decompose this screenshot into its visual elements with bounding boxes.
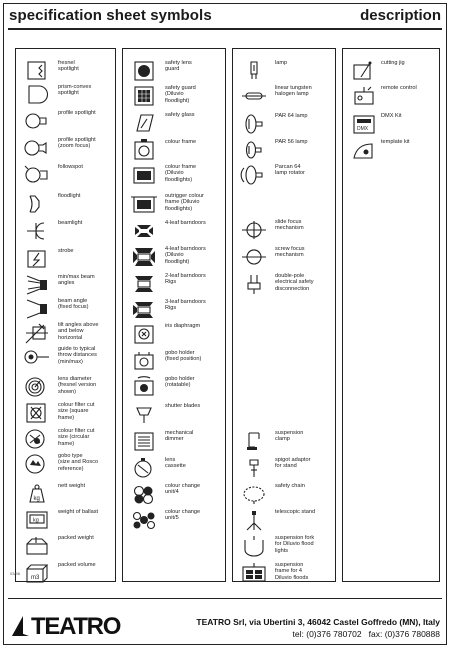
symbol-label: nett weight bbox=[58, 483, 86, 489]
symbol-item bbox=[343, 112, 439, 136]
symbol-item bbox=[233, 163, 335, 187]
symbol-label: colour frame bbox=[165, 139, 197, 145]
symbol-label: profile spotlight (zoom focus) bbox=[58, 137, 96, 150]
logo-mark-icon bbox=[11, 614, 31, 638]
svg-text:DMX: DMX bbox=[357, 126, 369, 132]
symbol-label: 3-leaf barndoors Rigs bbox=[165, 299, 206, 312]
symbol-item bbox=[123, 482, 225, 506]
safety-disconnection-icon bbox=[239, 272, 269, 296]
lens-diameter-icon bbox=[22, 375, 52, 399]
symbol-item bbox=[233, 508, 335, 532]
symbol-label: guide to typical throw distances (min/max) bbox=[58, 346, 97, 365]
symbol-item bbox=[123, 508, 225, 532]
symbol-label: 4-leaf barndoors bbox=[165, 220, 206, 226]
symbol-item bbox=[16, 482, 115, 506]
floodlight-icon bbox=[22, 192, 52, 216]
throw-distance-icon bbox=[22, 345, 52, 369]
symbol-label: safety chain bbox=[275, 483, 305, 489]
header-description: description bbox=[360, 7, 441, 24]
lamp-icon bbox=[239, 59, 269, 83]
fresnel-spotlight-icon bbox=[22, 59, 52, 83]
symbol-label: colour filter cut size (circular frame) bbox=[58, 428, 95, 447]
symbol-label: cutting jig bbox=[381, 60, 405, 66]
symbol-label: followspot bbox=[58, 164, 83, 170]
teatro-logo bbox=[11, 614, 121, 638]
symbol-label: shutter blades bbox=[165, 403, 201, 409]
symbol-item bbox=[123, 59, 225, 83]
symbol-item bbox=[233, 245, 335, 269]
gobo-type-icon bbox=[22, 452, 52, 476]
4-leaf-barndoors-icon bbox=[129, 219, 159, 243]
par-64-lamp-icon bbox=[239, 112, 269, 136]
iris-diaphragm-icon bbox=[129, 322, 159, 346]
symbol-item bbox=[233, 534, 335, 558]
company-address: TEATRO Srl, via Ubertini 3, 46042 Castel Goffredo (MN), Italy bbox=[196, 617, 440, 627]
symbol-label: tilt angles above and below horizontal bbox=[58, 322, 99, 341]
packed-volume-icon bbox=[22, 561, 52, 585]
symbol-item bbox=[233, 84, 335, 108]
symbol-label: suspension clamp bbox=[275, 430, 304, 443]
symbol-label: DMX Kit bbox=[381, 113, 402, 119]
symbol-item bbox=[16, 83, 115, 107]
tilt-angles-icon bbox=[22, 321, 52, 345]
symbol-item bbox=[123, 163, 225, 187]
symbol-label: telescopic stand bbox=[275, 509, 316, 515]
symbol-item bbox=[16, 163, 115, 187]
symbol-label: spigot adaptor for stand bbox=[275, 457, 311, 470]
symbol-item bbox=[123, 402, 225, 426]
gobo-holder-rotatable-icon bbox=[129, 375, 159, 399]
cutting-jig-icon bbox=[349, 59, 379, 83]
symbol-item bbox=[233, 456, 335, 480]
symbol-item bbox=[123, 192, 225, 216]
colour-frame-icon bbox=[129, 138, 159, 162]
symbol-item bbox=[16, 561, 115, 585]
header-rule bbox=[8, 28, 442, 30]
symbol-column-4 bbox=[342, 48, 440, 582]
symbol-item bbox=[123, 298, 225, 322]
symbol-item bbox=[123, 349, 225, 373]
symbol-label: template kit bbox=[381, 139, 410, 145]
symbol-label: beam angle (fixed focus) bbox=[58, 298, 89, 311]
symbol-label: suspension fork for Diluvio flood lights bbox=[275, 535, 315, 554]
symbol-item bbox=[16, 427, 115, 451]
symbol-item bbox=[16, 345, 115, 369]
symbol-item bbox=[343, 59, 439, 83]
symbol-label: gobo type (size and Rosco reference) bbox=[58, 453, 99, 472]
symbol-item bbox=[233, 59, 335, 83]
symbol-label: prism-convex spotlight bbox=[58, 84, 92, 97]
dmx-kit-icon bbox=[349, 112, 379, 136]
profile-zoom-spotlight-icon bbox=[22, 136, 52, 160]
symbol-label: floodlight bbox=[58, 193, 81, 199]
symbol-label: mechanical dimmer bbox=[165, 430, 194, 443]
symbol-label: fresnel spotlight bbox=[58, 60, 79, 73]
suspension-clamp-icon bbox=[239, 429, 269, 453]
symbol-label: double-pole electrical safety disconnection bbox=[275, 273, 314, 292]
symbol-column-3 bbox=[232, 48, 336, 582]
symbol-label: gobo holder (rotatable) bbox=[165, 376, 195, 389]
nett-weight-icon bbox=[22, 482, 52, 506]
symbol-label: screw focus mechanism bbox=[275, 246, 305, 259]
symbol-item bbox=[16, 219, 115, 243]
lens-cassette-icon bbox=[129, 456, 159, 480]
symbol-item bbox=[343, 84, 439, 108]
safety-guard-diluvio-icon bbox=[129, 84, 159, 108]
svg-text:kg: kg bbox=[33, 496, 40, 502]
mechanical-dimmer-icon bbox=[129, 429, 159, 453]
followspot-icon bbox=[22, 163, 52, 187]
symbol-item bbox=[233, 112, 335, 136]
symbol-item bbox=[123, 111, 225, 135]
symbol-item bbox=[16, 297, 115, 321]
company-contacts: tel: (0)376 780702 fax: (0)376 780888 bbox=[292, 629, 440, 639]
symbol-item bbox=[16, 508, 115, 532]
symbol-item bbox=[16, 192, 115, 216]
symbol-item bbox=[16, 375, 115, 399]
symbol-item bbox=[123, 245, 225, 269]
symbol-item bbox=[123, 84, 225, 108]
symbol-label: remote control bbox=[381, 85, 417, 91]
symbol-label: 2-leaf barndoors Rigs bbox=[165, 273, 206, 286]
template-kit-icon bbox=[349, 138, 379, 162]
beam-angle-minmax-icon bbox=[22, 273, 52, 297]
symbol-label: packed weight bbox=[58, 535, 94, 541]
remote-control-icon bbox=[349, 84, 379, 108]
symbol-item bbox=[123, 456, 225, 480]
symbol-label: PAR 64 lamp bbox=[275, 113, 308, 119]
symbol-label: Parcan 64 lamp rotator bbox=[275, 164, 305, 177]
colour-change-unit-4-icon bbox=[129, 482, 159, 506]
symbol-label: packed volume bbox=[58, 562, 96, 568]
symbol-item bbox=[16, 401, 115, 425]
parcan-rotator-icon bbox=[239, 163, 269, 187]
colour-change-unit-5-icon bbox=[129, 508, 159, 532]
profile-spotlight-icon bbox=[22, 109, 52, 133]
symbol-item bbox=[233, 429, 335, 453]
suspension-fork-icon bbox=[239, 534, 269, 558]
symbol-item bbox=[16, 247, 115, 271]
symbol-item bbox=[16, 109, 115, 133]
page-title: specification sheet symbols bbox=[9, 7, 212, 24]
symbol-item bbox=[123, 322, 225, 346]
spigot-adaptor-icon bbox=[239, 456, 269, 480]
packed-weight-icon bbox=[22, 534, 52, 558]
symbol-label: colour change unit/4 bbox=[165, 483, 201, 496]
linear-halogen-lamp-icon bbox=[239, 84, 269, 108]
symbol-label: iris diaphragm bbox=[165, 323, 201, 329]
outrigger-colour-frame-icon bbox=[129, 192, 159, 216]
symbol-label: safety lens guard bbox=[165, 60, 192, 73]
safety-chain-icon bbox=[239, 482, 269, 506]
colour-frame-diluvio-icon bbox=[129, 163, 159, 187]
symbol-column-1 bbox=[15, 48, 116, 582]
symbol-item bbox=[123, 138, 225, 162]
symbol-label: gobo holder (fixed position) bbox=[165, 350, 202, 363]
4-leaf-barndoors-diluvio-icon bbox=[129, 245, 159, 269]
symbol-label: weight of ballast bbox=[58, 509, 99, 515]
svg-text:kg: kg bbox=[33, 517, 39, 524]
slide-focus-icon bbox=[239, 218, 269, 242]
symbol-column-2 bbox=[122, 48, 226, 582]
gobo-holder-fixed-icon bbox=[129, 349, 159, 373]
svg-text:m3: m3 bbox=[31, 575, 40, 581]
symbol-item bbox=[16, 534, 115, 558]
symbol-label: PAR 56 lamp bbox=[275, 139, 308, 145]
suspension-frame-icon bbox=[239, 561, 269, 585]
symbol-label: outrigger colour frame (Diluvio floodlights) bbox=[165, 193, 204, 212]
colour-filter-circular-icon bbox=[22, 427, 52, 451]
beamlight-icon bbox=[22, 219, 52, 243]
colour-filter-square-icon bbox=[22, 401, 52, 425]
telescopic-stand-icon bbox=[239, 508, 269, 532]
beam-angle-fixed-icon bbox=[22, 297, 52, 321]
2-leaf-barndoors-icon bbox=[129, 272, 159, 296]
symbol-label: slide focus mechanism bbox=[275, 219, 304, 232]
symbol-label: suspension frame for 4 Diluvio floods bbox=[275, 562, 309, 581]
symbol-item bbox=[16, 273, 115, 297]
symbol-label: lamp bbox=[275, 60, 288, 66]
screw-focus-icon bbox=[239, 245, 269, 269]
symbol-item bbox=[16, 452, 115, 476]
symbol-item bbox=[123, 272, 225, 296]
symbol-label: lens cassette bbox=[165, 457, 186, 470]
weight-of-ballast-icon bbox=[22, 508, 52, 532]
symbol-label: 4-leaf barndoors (Diluvio floodlight) bbox=[165, 246, 206, 265]
symbol-item bbox=[233, 138, 335, 162]
symbol-label: min/max beam angles bbox=[58, 274, 95, 287]
symbol-item bbox=[233, 272, 335, 296]
safety-glass-icon bbox=[129, 111, 159, 135]
symbol-label: profile spotlight bbox=[58, 110, 96, 116]
symbol-label: lens diameter (fresnel version shown) bbox=[58, 376, 97, 395]
shutter-blades-icon bbox=[129, 402, 159, 426]
symbol-label: colour change unit/5 bbox=[165, 509, 201, 522]
logo-text: TEATRO bbox=[31, 613, 121, 640]
symbol-item bbox=[16, 59, 115, 83]
symbol-item bbox=[16, 321, 115, 345]
symbol-item bbox=[123, 375, 225, 399]
symbol-item bbox=[123, 429, 225, 453]
symbol-label: colour frame (Diluvio floodlights) bbox=[165, 164, 197, 183]
symbol-label: strobe bbox=[58, 248, 74, 254]
document-code: 03/96 bbox=[10, 571, 21, 576]
3-leaf-barndoors-icon bbox=[129, 298, 159, 322]
symbol-item bbox=[343, 138, 439, 162]
symbol-label: safety guard (Diluvio floodlight) bbox=[165, 85, 196, 104]
strobe-icon bbox=[22, 247, 52, 271]
symbol-item bbox=[233, 561, 335, 585]
par-56-lamp-icon bbox=[239, 138, 269, 162]
safety-lens-guard-icon bbox=[129, 59, 159, 83]
symbol-item bbox=[233, 218, 335, 242]
symbol-item bbox=[233, 482, 335, 506]
footer-rule bbox=[8, 598, 442, 599]
symbol-label: colour filter cut size (square frame) bbox=[58, 402, 95, 421]
prism-convex-spotlight-icon bbox=[22, 83, 52, 107]
symbol-item bbox=[123, 219, 225, 243]
symbol-label: linear tungsten halogen lamp bbox=[275, 85, 312, 98]
symbol-item bbox=[16, 136, 115, 160]
symbol-label: safety glass bbox=[165, 112, 195, 118]
symbol-label: beamlight bbox=[58, 220, 83, 226]
